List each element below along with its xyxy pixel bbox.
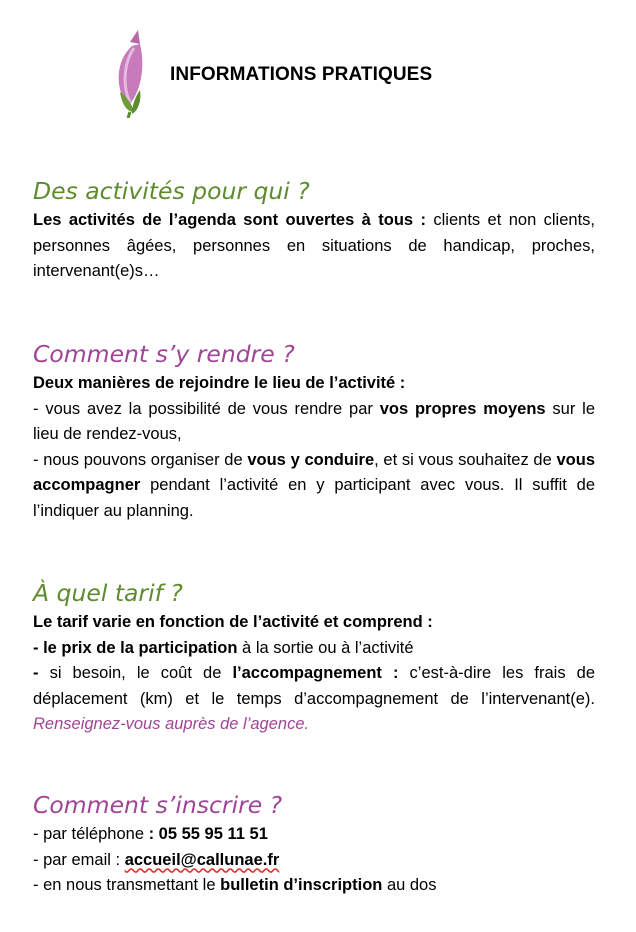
participation-text: à la sortie ou à l’activité [237,638,414,657]
driven-bold: vous y conduire [247,450,375,469]
bulletin-bold: bulletin d’inscription [220,876,383,894]
accompaniment-bold: l’accompagnement : [232,664,399,682]
own-means-bold: vos propres moyens [379,399,546,418]
phone-number[interactable]: : 05 55 95 11 51 [148,825,268,843]
driven-text-2: , et si vous souhaitez de [374,450,557,469]
heading-price: À quel tarif ? [33,579,183,607]
price-item-participation [33,636,595,662]
register-bulletin [33,873,595,899]
accompany-bold: vous accompagner [33,450,595,494]
for-whom-bold: Les activités de l’agenda sont ouvertes à tous : [33,211,426,229]
paragraph-for-whom [33,208,595,285]
own-means-text: - vous avez la possibilité de vous rendre par [33,399,380,418]
driven-rest: pendant l’activité en y participant avec vous. Il suffit de l’indiquer au planning. [33,476,595,520]
participation-bold: - le prix de la participation [33,638,238,657]
email-link[interactable]: accueil@callunae.fr [124,850,280,869]
register-email [33,848,595,874]
price-item-accompaniment [33,661,595,738]
dash-bold: - [33,664,39,682]
section-how-to-get-there [33,339,595,524]
driven-text: - nous pouvons organiser de [33,450,248,469]
accompaniment-text: si besoin, le coût de [38,664,233,682]
own-means-rest: sur le lieu de rendez-vous, [33,399,596,443]
section-register [33,790,595,899]
section-for-whom [33,176,595,285]
page-title: INFORMATIONS PRATIQUES [170,64,433,85]
heading-register: Comment s’inscrire ? [33,791,283,819]
register-phone [33,822,595,848]
travel-intro: Deux manières de rejoindre le lieu de l’activité : [33,374,406,392]
travel-option-driven [33,448,595,525]
section-price [33,578,595,738]
agency-note: Renseignez-vous auprès de l’agence. [33,715,310,733]
bulletin-prefix: - en nous transmettant le [33,876,221,894]
heading-how-to-get-there: Comment s’y rendre ? [33,340,295,368]
heading-for-whom: Des activités pour qui ? [33,177,310,205]
for-whom-text: clients et non clients, personnes âgées, personnes en situations de handicap, proches, intervenant(e)s… [33,211,595,280]
email-prefix: - par email : [33,850,125,869]
tulip-flower-icon [110,28,156,118]
price-intro: Le tarif varie en fonction de l’activité et comprend : [33,613,433,631]
bulletin-suffix: au dos [382,876,437,894]
accompaniment-rest: c’est-à-dire les frais de déplacement (km) et le temps d’accompagnement de l’intervenant(e). [33,664,595,708]
travel-option-own-means [33,397,595,448]
phone-prefix: - par téléphone [33,825,149,843]
